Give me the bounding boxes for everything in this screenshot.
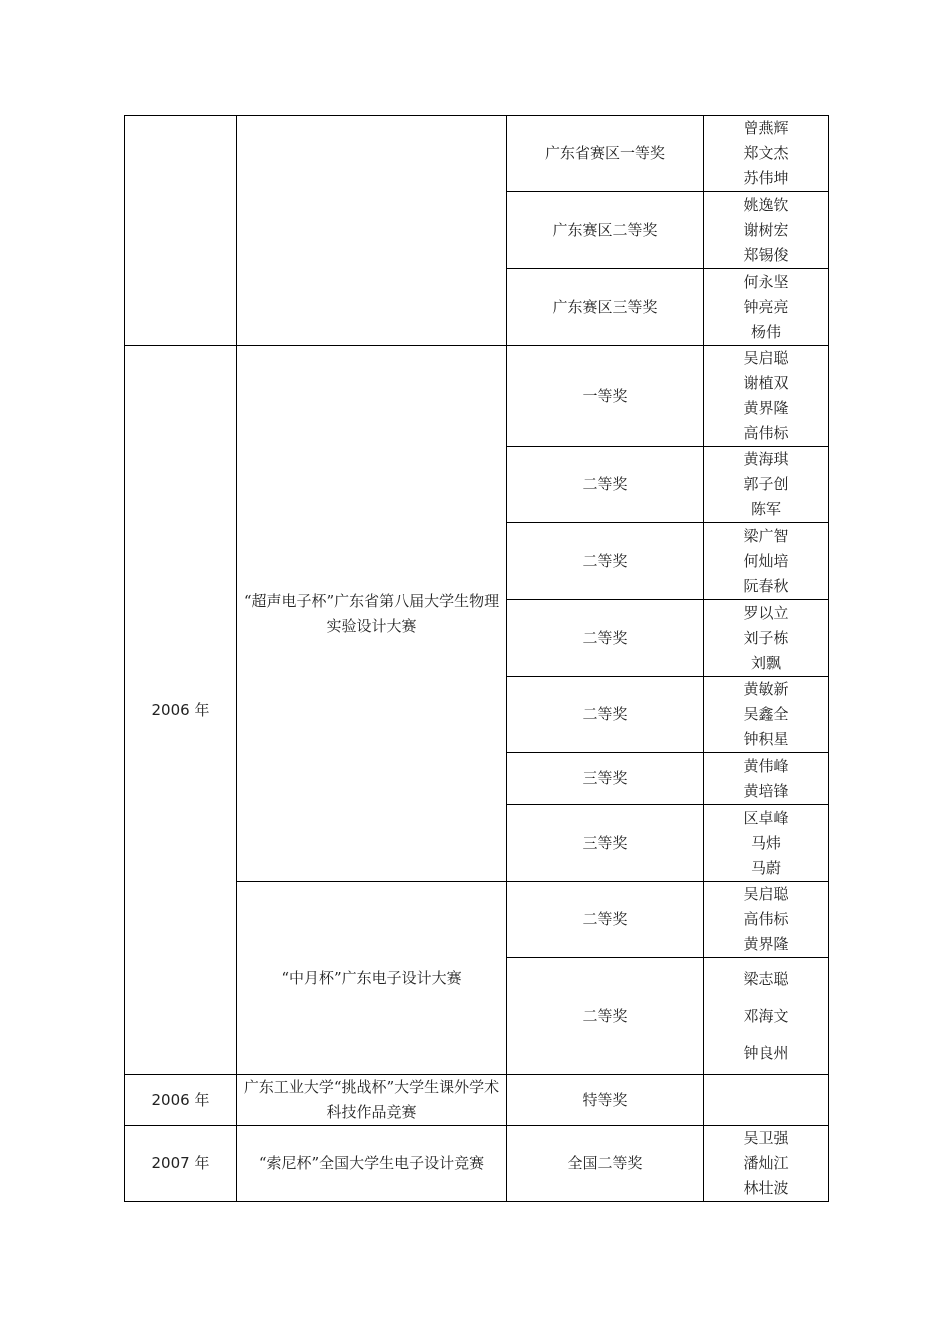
name: 陈军	[750, 500, 781, 518]
name: 何永坚	[743, 272, 789, 291]
name: 黄界隆	[743, 935, 789, 953]
names-cell	[704, 1126, 829, 1202]
table-row	[125, 116, 829, 192]
name: 吴鑫全	[743, 705, 789, 723]
award-cell: 二等奖	[507, 958, 704, 1075]
names-cell	[704, 523, 829, 600]
award-cell: 二等奖	[507, 447, 704, 523]
name: 黄伟峰	[743, 756, 789, 775]
name: 黄界隆	[743, 399, 789, 417]
competition-cell: “中月杯”广东电子设计大赛	[237, 882, 507, 1075]
names-cell	[704, 192, 829, 269]
name: 郑文杰	[743, 144, 789, 162]
names-cell	[704, 677, 829, 753]
table-row	[125, 346, 829, 447]
name: 郭子创	[743, 475, 789, 493]
name: 苏伟坤	[743, 169, 789, 187]
names-cell	[704, 269, 829, 346]
name: 吴卫强	[743, 1129, 789, 1147]
award-cell: 特等奖	[507, 1075, 704, 1126]
names-cell	[704, 882, 829, 958]
competition-cell	[237, 116, 507, 346]
name: 曾燕辉	[743, 119, 789, 137]
name: 黄培锋	[743, 781, 789, 800]
award-cell: 全国二等奖	[507, 1126, 704, 1202]
name: 钟积星	[743, 730, 789, 748]
competition-cell: “超声电子杯”广东省第八届大学生物理实验设计大赛	[237, 346, 507, 882]
award-cell: 广东赛区三等奖	[507, 269, 704, 346]
award-cell: 二等奖	[507, 600, 704, 677]
names-cell	[704, 805, 829, 882]
year-cell	[125, 116, 237, 346]
award-cell: 广东赛区二等奖	[507, 192, 704, 269]
name: 何灿培	[743, 551, 789, 570]
name: 钟亮亮	[743, 297, 789, 316]
name: 林壮波	[743, 1179, 789, 1197]
name: 区卓峰	[743, 808, 789, 827]
table-row	[125, 1075, 829, 1126]
award-cell: 二等奖	[507, 677, 704, 753]
names-cell	[704, 600, 829, 677]
names-cell	[704, 958, 829, 1075]
names-cell	[704, 116, 829, 192]
names-cell	[704, 447, 829, 523]
name: 黄敏新	[743, 680, 789, 698]
table-row	[125, 1126, 829, 1202]
name: 吴启聪	[743, 885, 789, 903]
name: 阮春秋	[743, 576, 789, 595]
year-cell: 2007 年	[125, 1126, 237, 1202]
competition-cell: “索尼杯”全国大学生电子设计竞赛	[237, 1126, 507, 1202]
names-cell	[704, 1075, 829, 1126]
name: 高伟标	[743, 910, 789, 928]
name: 吴启聪	[743, 349, 789, 367]
name: 罗以立	[743, 603, 789, 622]
name: 钟良州	[743, 1043, 789, 1062]
award-cell: 三等奖	[507, 805, 704, 882]
award-cell: 三等奖	[507, 753, 704, 805]
name: 马蔚	[750, 858, 781, 877]
competition-cell: 广东工业大学“挑战杯”大学生课外学术科技作品竞赛	[237, 1075, 507, 1126]
name: 杨伟	[750, 322, 781, 341]
award-cell: 二等奖	[507, 882, 704, 958]
name: 姚逸钦	[743, 195, 789, 214]
award-cell: 一等奖	[507, 346, 704, 447]
names-cell	[704, 346, 829, 447]
name: 郑锡俊	[743, 245, 789, 264]
name: 潘灿江	[743, 1154, 789, 1172]
name: 梁广智	[743, 526, 789, 545]
name: 高伟标	[743, 424, 789, 442]
award-cell: 二等奖	[507, 523, 704, 600]
names-cell	[704, 753, 829, 805]
name: 谢树宏	[743, 220, 789, 239]
name: 黄海琪	[743, 450, 789, 468]
name: 刘飘	[750, 653, 781, 672]
awards-table	[124, 115, 829, 1202]
name: 邓海文	[743, 1006, 789, 1025]
name: 梁志聪	[743, 969, 789, 988]
name: 马炜	[750, 833, 781, 852]
award-cell: 广东省赛区一等奖	[507, 116, 704, 192]
year-cell: 2006 年	[125, 346, 237, 1075]
year-cell: 2006 年	[125, 1075, 237, 1126]
name: 刘子栋	[743, 628, 789, 647]
name: 谢植双	[743, 374, 789, 392]
